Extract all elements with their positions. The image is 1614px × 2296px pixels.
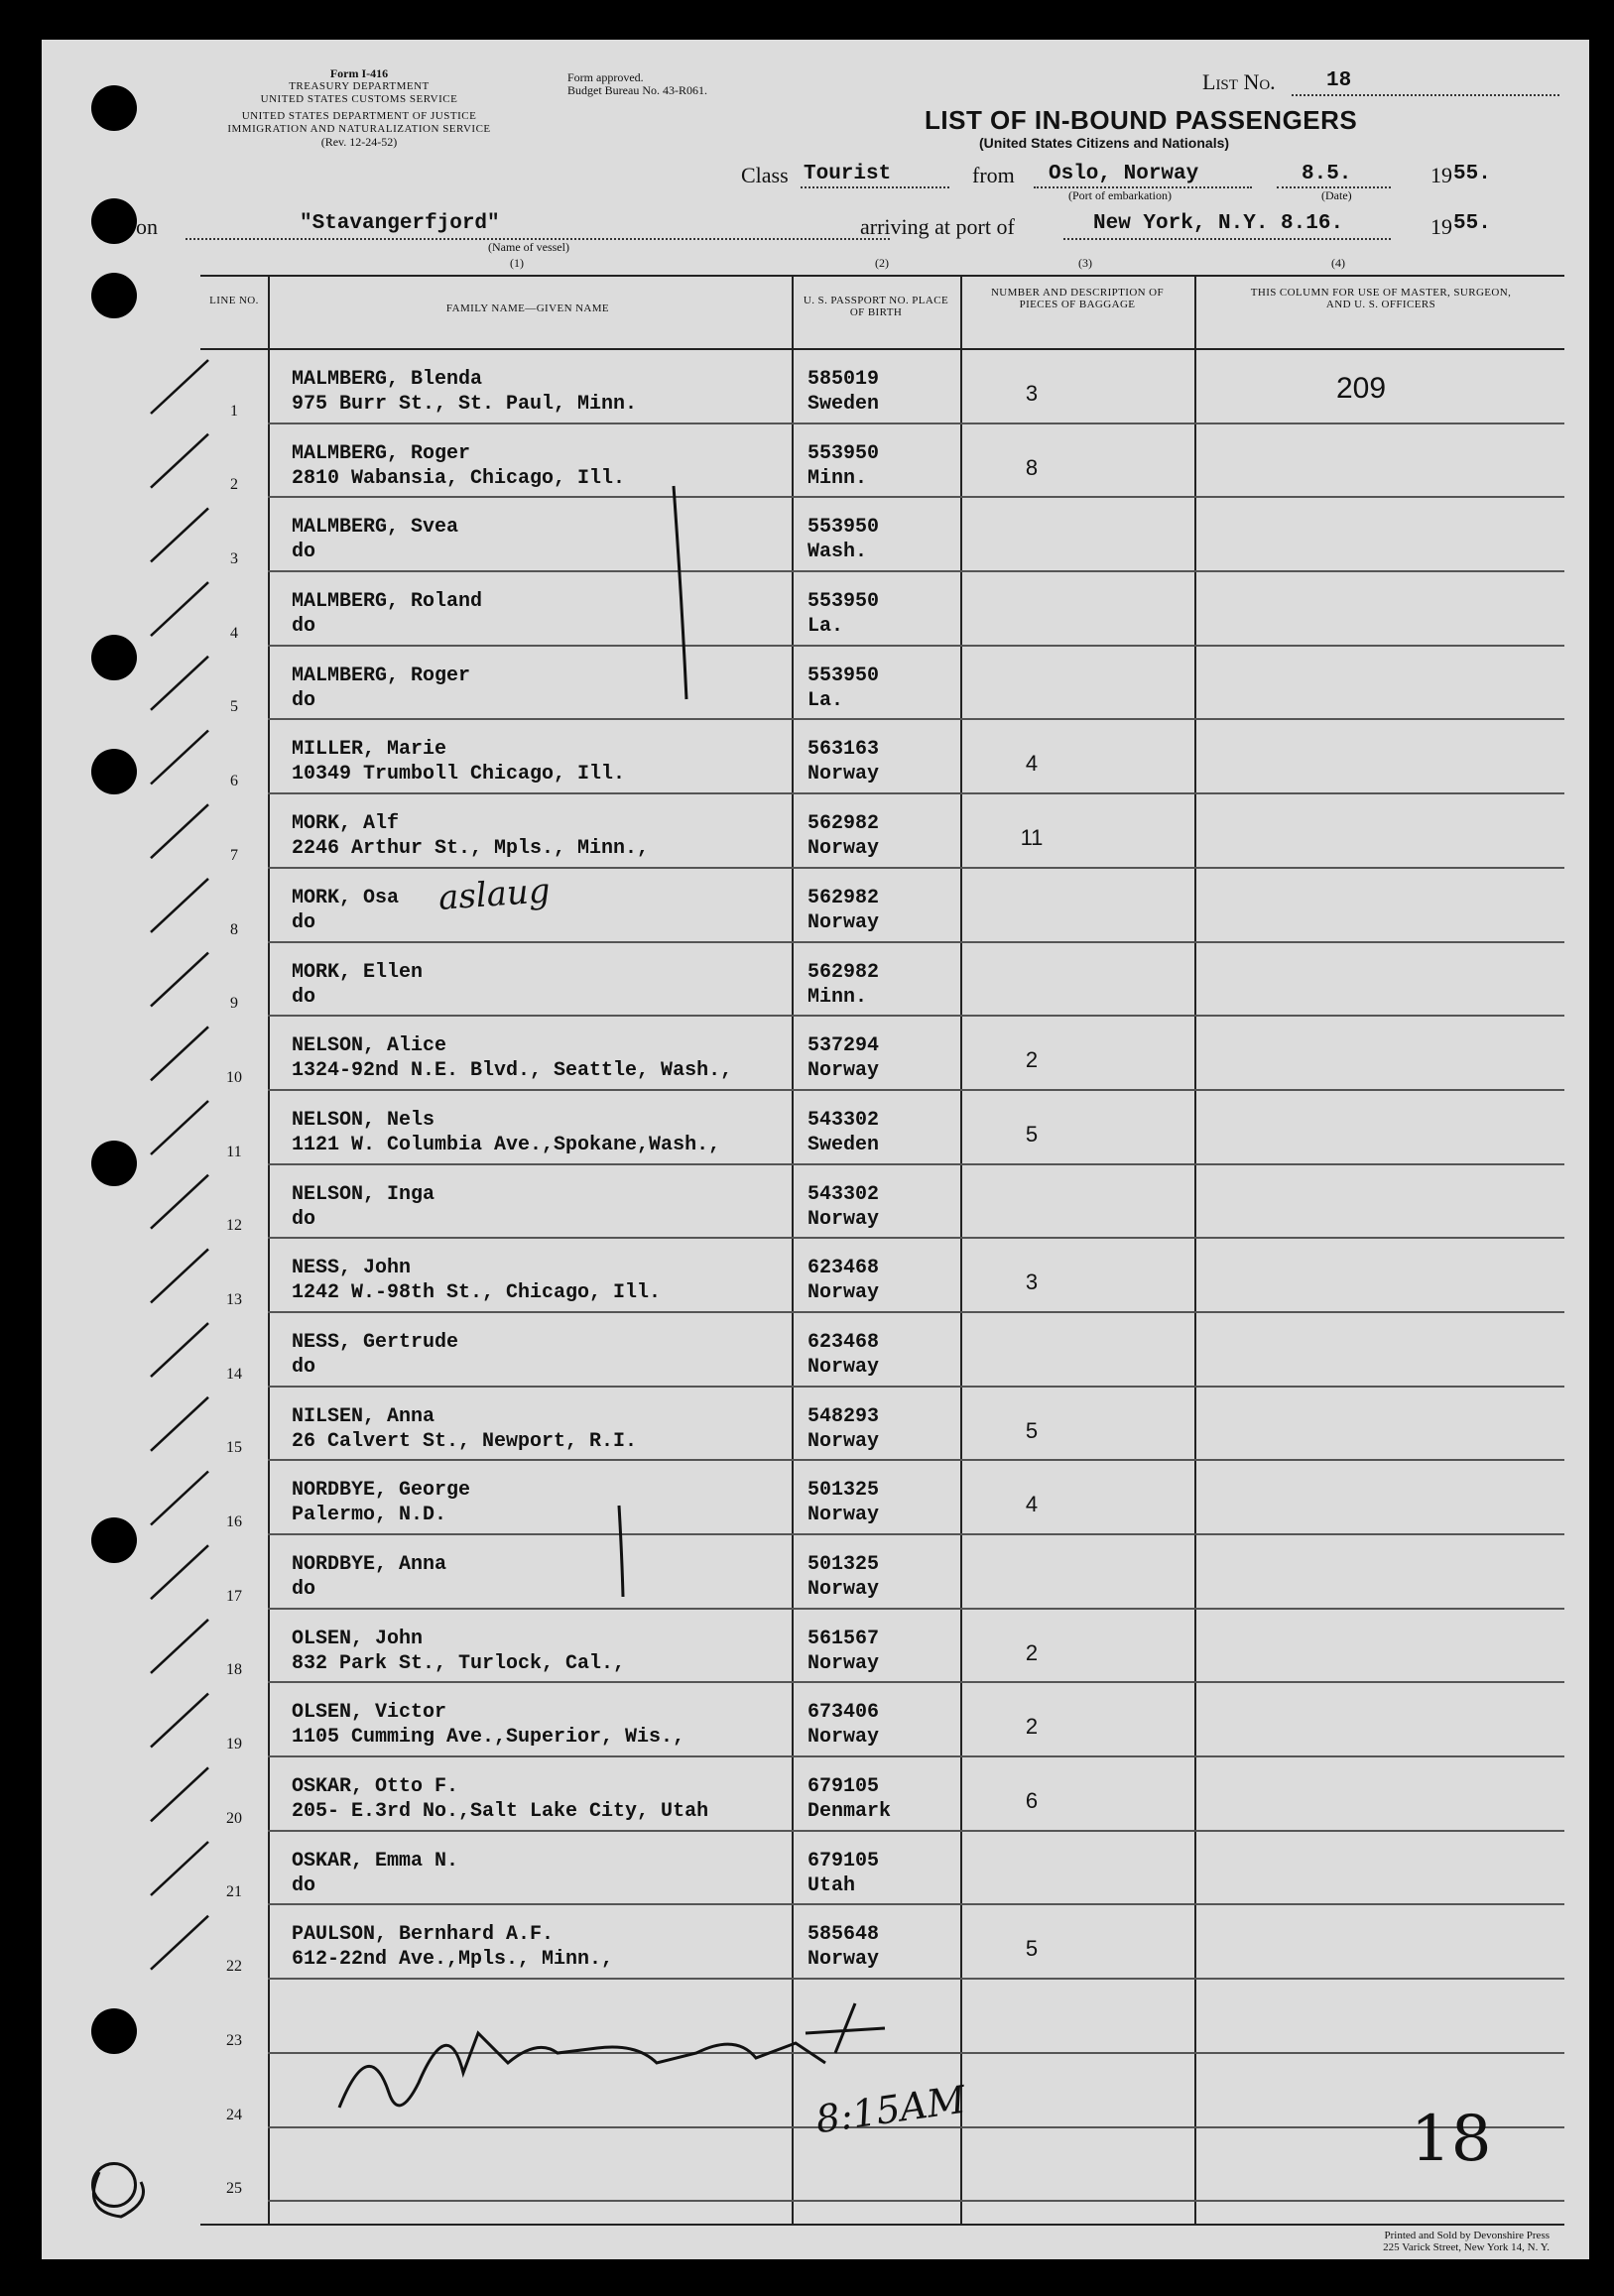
printer-credit [1383, 2230, 1550, 2253]
passport-number: 501325 [807, 1553, 880, 1576]
place-of-birth: Sweden [807, 1133, 880, 1156]
place-of-birth: Norway [807, 1504, 880, 1527]
printer-line-1: Printed and Sold by Devonshire Press [1384, 2230, 1550, 2241]
check-tick [151, 1249, 208, 1302]
passenger-list-page [42, 40, 1589, 2259]
check-tick [151, 1101, 208, 1154]
passport-number: 537294 [807, 1034, 880, 1058]
on-label: on [136, 214, 158, 239]
check-tick [151, 1323, 208, 1377]
passenger-address: do [292, 910, 316, 934]
passenger-name: OLSEN, John [292, 1627, 424, 1650]
passport-number: 561567 [807, 1627, 880, 1650]
document-title: LIST OF IN-BOUND PASSENGERS [925, 105, 1358, 135]
line-number: 4 [230, 624, 238, 642]
justice-dept: UNITED STATES DEPARTMENT OF JUSTICE [241, 110, 477, 122]
passenger-name: MORK, Alf [292, 812, 400, 836]
passenger-name: NESS, John [292, 1257, 412, 1280]
baggage-count: 4 [1025, 751, 1039, 777]
line-number: 11 [226, 1143, 242, 1160]
budget-bureau-text: Budget Bureau No. 43-R061. [567, 83, 707, 97]
form-number: Form I-416 [329, 66, 389, 80]
place-of-birth: Norway [807, 1578, 880, 1601]
place-of-birth: Norway [807, 1281, 880, 1305]
page-number-handwritten: 18 [1411, 2103, 1492, 2176]
port-caption: (Port of embarkation) [1068, 188, 1172, 202]
passenger-address: do [292, 615, 316, 639]
passenger-address: do [292, 1873, 316, 1897]
document-subtitle: (United States Citizens and Nationals) [979, 135, 1230, 151]
passenger-name: OLSEN, Victor [292, 1701, 447, 1725]
line-number: 22 [226, 1958, 242, 1976]
passenger-address: 1105 Cumming Ave.,Superior, Wis., [292, 1726, 685, 1750]
header-baggage: NUMBER AND DESCRIPTION OF PIECES OF BAGGAGE [990, 287, 1165, 310]
baggage-count: 2 [1025, 1047, 1039, 1073]
header-line-no: LINE NO. [209, 295, 259, 306]
passenger-name: MORK, Osa [292, 886, 400, 909]
check-tick [151, 1694, 208, 1748]
passenger-name: NELSON, Alice [292, 1034, 447, 1058]
check-tick [151, 508, 208, 561]
passport-number: 585019 [807, 368, 880, 391]
place-of-birth: Utah [807, 1873, 856, 1897]
passenger-address: 10349 Trumboll Chicago, Ill. [292, 763, 626, 786]
passenger-name: MORK, Ellen [292, 960, 424, 984]
passport-number: 543302 [807, 1108, 880, 1132]
year-embark: 55. [1453, 163, 1491, 185]
line-number: 6 [230, 773, 238, 790]
passenger-name: OSKAR, Emma N. [292, 1849, 459, 1873]
line-number: 3 [230, 550, 238, 568]
passenger-name: MALMBERG, Roland [292, 590, 483, 614]
passenger-address: do [292, 688, 316, 712]
check-tick [151, 1620, 208, 1673]
passport-number: 553950 [807, 516, 880, 540]
baggage-count: 11 [1020, 825, 1044, 851]
passenger-name: NORDBYE, Anna [292, 1553, 447, 1576]
line-number: 24 [226, 2106, 242, 2123]
line-number: 2 [230, 476, 238, 494]
ins-service: IMMIGRATION AND NATURALIZATION SERVICE [227, 123, 491, 135]
passenger-address: 975 Burr St., St. Paul, Minn. [292, 393, 638, 416]
baggage-count: 2 [1025, 1714, 1039, 1740]
officer-note: 209 [1336, 372, 1387, 405]
place-of-birth: Norway [807, 910, 880, 934]
line-number: 18 [226, 1661, 242, 1679]
baggage-count: 6 [1025, 1788, 1039, 1814]
year-arrival: 55. [1453, 212, 1491, 235]
passport-number: 585648 [807, 1923, 880, 1947]
passenger-name: PAULSON, Bernhard A.F. [292, 1923, 555, 1947]
passport-number: 548293 [807, 1404, 880, 1428]
list-no-value: 18 [1326, 69, 1352, 92]
check-tick [151, 1545, 208, 1599]
passport-number: 553950 [807, 441, 880, 465]
place-of-birth: Norway [807, 1355, 880, 1379]
baggage-count: 5 [1025, 1417, 1039, 1443]
line-number: 23 [226, 2031, 242, 2049]
col-num-1: (1) [510, 256, 524, 270]
line-number: 15 [226, 1439, 242, 1457]
line-number: 9 [230, 995, 238, 1013]
port-embarkation: Oslo, Norway [1049, 163, 1199, 185]
passenger-name: MALMBERG, Blenda [292, 368, 483, 391]
place-of-birth: Norway [807, 1207, 880, 1231]
check-tick [151, 360, 208, 414]
passenger-name: MILLER, Marie [292, 738, 447, 762]
passport-number: 562982 [807, 886, 880, 909]
passport-number: 543302 [807, 1182, 880, 1206]
passenger-name: MALMBERG, Svea [292, 516, 459, 540]
line-number: 20 [226, 1809, 242, 1827]
place-of-birth: La. [807, 615, 844, 639]
check-tick [151, 953, 208, 1007]
passport-number: 679105 [807, 1849, 880, 1873]
passport-number: 562982 [807, 812, 880, 836]
check-tick [151, 582, 208, 636]
passport-number: 679105 [807, 1775, 880, 1799]
from-label: from [972, 163, 1015, 187]
check-tick [151, 1472, 208, 1525]
date-caption: (Date) [1321, 188, 1352, 202]
passport-number: 553950 [807, 664, 880, 687]
printer-line-2: 225 Varick Street, New York 14, N. Y. [1383, 2241, 1550, 2253]
passport-number: 673406 [807, 1701, 880, 1725]
vessel-caption: (Name of vessel) [488, 240, 569, 254]
col-num-3: (3) [1078, 256, 1092, 270]
passenger-address: do [292, 1578, 316, 1601]
passenger-name: MALMBERG, Roger [292, 664, 471, 687]
passenger-address: 26 Calvert St., Newport, R.I. [292, 1429, 638, 1453]
line-number: 1 [230, 402, 238, 420]
osa-handwritten-annotation: aslaug [436, 871, 552, 918]
passport-number: 563163 [807, 738, 880, 762]
line-number: 19 [226, 1736, 242, 1753]
date-embark: 8.5. [1302, 163, 1352, 185]
place-of-birth: La. [807, 688, 844, 712]
class-value: Tourist [804, 163, 892, 185]
passenger-address: do [292, 1207, 316, 1231]
passenger-address: do [292, 1355, 316, 1379]
passenger-name: NILSEN, Anna [292, 1404, 435, 1428]
place-of-birth: Norway [807, 1429, 880, 1453]
arriving-label: arriving at port of [860, 214, 1015, 239]
check-tick [151, 1842, 208, 1895]
passenger-name: MALMBERG, Roger [292, 441, 471, 465]
baggage-count: 5 [1025, 1121, 1039, 1147]
class-label: Class [741, 163, 789, 187]
passport-number: 623468 [807, 1330, 880, 1354]
treasury-dept: TREASURY DEPARTMENT [289, 80, 430, 92]
check-tick [151, 1397, 208, 1451]
passenger-address: 832 Park St., Turlock, Cal., [292, 1651, 626, 1675]
place-of-birth: Sweden [807, 393, 880, 416]
col-num-2: (2) [875, 256, 889, 270]
passenger-address: 1121 W. Columbia Ave.,Spokane,Wash., [292, 1133, 721, 1156]
line-number: 13 [226, 1290, 242, 1308]
list-no-label: List No. [1202, 69, 1276, 94]
passport-number: 562982 [807, 960, 880, 984]
line-number: 21 [226, 1883, 242, 1901]
form-approved-text: Form approved. [567, 70, 644, 84]
place-of-birth: Denmark [807, 1800, 892, 1824]
baggage-count: 3 [1025, 1269, 1039, 1295]
passenger-address: do [292, 541, 316, 564]
year-prefix-arrival: 19 [1430, 214, 1452, 239]
line-number: 8 [230, 920, 238, 938]
pen-marks [42, 40, 1589, 2259]
baggage-count: 5 [1025, 1936, 1039, 1962]
col-num-4: (4) [1331, 256, 1345, 270]
place-of-birth: Norway [807, 763, 880, 786]
check-tick [151, 1767, 208, 1821]
place-of-birth: Minn. [807, 466, 868, 490]
passport-number: 501325 [807, 1479, 880, 1503]
line-number: 25 [226, 2180, 242, 2198]
line-number: 16 [226, 1513, 242, 1530]
line-number: 14 [226, 1365, 242, 1383]
header-officers: THIS COLUMN FOR USE OF MASTER, SURGEON, AND U. S. OFFICERS [1250, 287, 1512, 310]
passenger-address: 1242 W.-98th St., Chicago, Ill. [292, 1281, 662, 1305]
place-of-birth: Norway [807, 1948, 880, 1972]
passenger-address: 2810 Wabansia, Chicago, Ill. [292, 466, 626, 490]
line-number: 5 [230, 698, 238, 716]
place-of-birth: Norway [807, 1726, 880, 1750]
place-of-birth: Minn. [807, 985, 868, 1009]
check-tick [151, 434, 208, 488]
check-tick [151, 1916, 208, 1970]
passenger-address: 205- E.3rd No.,Salt Lake City, Utah [292, 1800, 709, 1824]
passenger-address: 2246 Arthur St., Mpls., Minn., [292, 837, 650, 861]
arrival-port: New York, N.Y. 8.16. [1093, 212, 1344, 235]
check-tick [151, 657, 208, 710]
header-name: FAMILY NAME—GIVEN NAME [445, 302, 610, 314]
place-of-birth: Norway [807, 1059, 880, 1083]
vessel-name: "Stavangerfjord" [300, 212, 500, 235]
baggage-count: 3 [1025, 381, 1039, 406]
passenger-name: OSKAR, Otto F. [292, 1775, 459, 1799]
line-number: 7 [230, 846, 238, 864]
year-prefix-embark: 19 [1430, 163, 1452, 187]
place-of-birth: Norway [807, 837, 880, 861]
baggage-count: 2 [1025, 1639, 1039, 1665]
baggage-count: 4 [1025, 1492, 1039, 1517]
header-passport: U. S. PASSPORT NO. PLACE OF BIRTH [803, 295, 949, 318]
line-number: 17 [226, 1587, 242, 1605]
check-tick [151, 804, 208, 858]
form-revision: (Rev. 12-24-52) [320, 135, 398, 149]
place-of-birth: Wash. [807, 541, 868, 564]
check-tick [151, 731, 208, 785]
passport-number: 553950 [807, 590, 880, 614]
passenger-address: Palermo, N.D. [292, 1504, 447, 1527]
passenger-name: NELSON, Inga [292, 1182, 435, 1206]
place-of-birth: Norway [807, 1651, 880, 1675]
check-tick [151, 879, 208, 932]
passenger-name: NELSON, Nels [292, 1108, 435, 1132]
time-stamp-handwritten: 8:15AM [812, 2077, 969, 2142]
passenger-name: NORDBYE, George [292, 1479, 471, 1503]
passenger-address: 1324-92nd N.E. Blvd., Seattle, Wash., [292, 1059, 733, 1083]
check-tick [151, 1175, 208, 1229]
passenger-address: do [292, 985, 316, 1009]
line-number: 12 [226, 1217, 242, 1235]
passport-number: 623468 [807, 1257, 880, 1280]
customs-service: UNITED STATES CUSTOMS SERVICE [260, 93, 458, 105]
line-number: 10 [226, 1068, 242, 1086]
baggage-count: 8 [1025, 454, 1039, 480]
check-tick [151, 1027, 208, 1080]
passenger-name: NESS, Gertrude [292, 1330, 459, 1354]
signature-scribble [339, 2003, 885, 2108]
passenger-address: 612-22nd Ave.,Mpls., Minn., [292, 1948, 614, 1972]
